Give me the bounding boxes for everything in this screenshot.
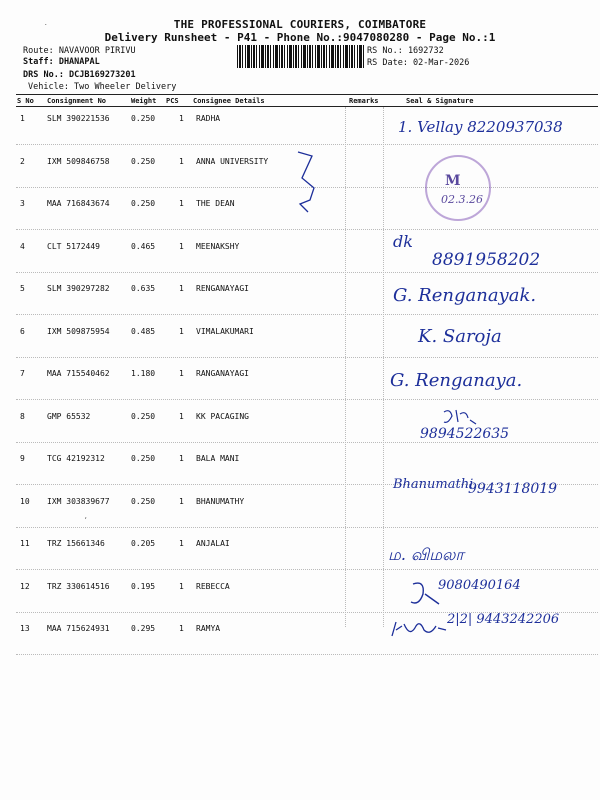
signature-row-9: 9894522635	[420, 426, 510, 442]
row-consignment-no: MAA 715624931	[47, 624, 110, 633]
row-pcs: 1	[179, 156, 184, 166]
signature-row-6: K. Saroja	[418, 326, 502, 347]
col-pcs: PCS	[166, 97, 179, 105]
row-sno: 10	[20, 496, 30, 506]
row-separator	[16, 442, 598, 443]
row-weight: 0.485	[131, 326, 156, 336]
signature-row-1: 1. Vellay 8220937038	[398, 118, 563, 136]
row-consignment-no: IXM 509846758	[47, 156, 110, 166]
row-sno: 6	[20, 326, 25, 336]
row-weight: 0.195	[131, 581, 156, 591]
row-consignee: RADHA	[196, 114, 221, 123]
col-seal: Seal & Signature	[406, 97, 474, 105]
row-pcs: 1	[179, 539, 184, 548]
staff-label: Staff: DHANAPAL	[23, 57, 100, 67]
signature-row-7: G. Renganaya.	[390, 370, 523, 391]
signature-row-13: 2|2| 9443242206	[447, 612, 560, 627]
row-consignee: VIMALAKUMARI	[196, 326, 254, 336]
row-consignee: ANNA UNIVERSITY	[196, 156, 269, 166]
row-pcs: 1	[179, 326, 184, 336]
row-separator	[16, 144, 598, 145]
row-weight: 0.205	[131, 539, 156, 548]
row-sno: 5	[20, 284, 25, 293]
row-sno: 4	[20, 241, 25, 251]
row-consignee: RANGANAYAGI	[196, 369, 249, 378]
row-consignee: BHANUMATHY	[196, 496, 245, 506]
row-consignee: ANJALAI	[196, 539, 230, 548]
row-sno: 7	[20, 369, 25, 378]
rs-number: RS No.: 1692732	[367, 46, 444, 56]
stray-mark: ,	[84, 513, 88, 520]
row-consignee: REBECCA	[196, 581, 230, 591]
signature-row-10-phone: 9943118019	[468, 481, 558, 497]
row-sno: 13	[20, 624, 30, 633]
row-separator	[16, 229, 598, 230]
row-pcs: 1	[179, 114, 184, 123]
row-weight: 0.250	[131, 156, 156, 166]
route-label: Route: NAVAVOOR PIRIVU	[23, 46, 136, 56]
signature-row-13-mark	[388, 616, 448, 642]
col-remarks: Remarks	[349, 97, 379, 105]
row-separator	[16, 399, 598, 400]
row-consignment-no: GMP 65532	[47, 411, 91, 421]
barcode	[237, 45, 364, 68]
rs-date: RS Date: 02-Mar-2026	[367, 58, 470, 68]
row-weight: 0.250	[131, 411, 156, 421]
row-separator	[16, 569, 598, 570]
row-consignment-no: TRZ 15661346	[47, 539, 105, 548]
vehicle-label: Vehicle: Two Wheeler Delivery	[28, 82, 177, 92]
row-sno: 1	[20, 114, 25, 123]
signature-row-12-phone: 9080490164	[438, 578, 521, 593]
row-weight: 1.180	[131, 369, 156, 378]
row-weight: 0.250	[131, 199, 156, 208]
row-consignment-no: TRZ 330614516	[47, 581, 110, 591]
row-consignment-no: SLM 390221536	[47, 114, 110, 123]
row-pcs: 1	[179, 284, 184, 293]
row-weight: 0.465	[131, 241, 156, 251]
row-consignment-no: SLM 390297282	[47, 284, 110, 293]
row-consignee: RENGANAYAGI	[196, 284, 249, 293]
col-consignment: Consignment No	[47, 97, 107, 105]
row-separator	[16, 272, 598, 273]
row-consignment-no: CLT 5172449	[47, 241, 100, 251]
row-consignee: BALA MANI	[196, 454, 240, 463]
row-pcs: 1	[179, 411, 184, 421]
row-sno: 2	[20, 156, 25, 166]
table-row	[0, 533, 600, 576]
row-pcs: 1	[179, 496, 184, 506]
signature-row-11: ம. விமலா	[388, 545, 464, 564]
row-consignee: THE DEAN	[196, 199, 235, 208]
col-consignee: Consignee Details	[193, 97, 265, 105]
row-pcs: 1	[179, 624, 184, 633]
row-sno: 3	[20, 199, 25, 208]
signature-row-4-phone: 8891958202	[432, 250, 541, 270]
row-consignment-no: IXM 303839677	[47, 496, 110, 506]
header-top-rule	[16, 94, 598, 95]
row-separator	[16, 527, 598, 528]
signature-row-4-initials: dk	[393, 232, 413, 251]
row-consignment-no: TCG 42192312	[47, 454, 105, 463]
row-consignee: MEENAKSHY	[196, 241, 240, 251]
row-consignee: RAMYA	[196, 624, 221, 633]
row-separator	[16, 357, 598, 358]
signature-row-10-name: Bhanumathi	[393, 477, 474, 492]
row-pcs: 1	[179, 454, 184, 463]
row-sno: 9	[20, 454, 25, 463]
col-sno: S No	[17, 97, 34, 105]
row-weight: 0.250	[131, 496, 156, 506]
stamp-date: 02.3.26	[441, 193, 483, 206]
row-pcs: 1	[179, 199, 184, 208]
row-pcs: 1	[179, 241, 184, 251]
row-separator	[16, 314, 598, 315]
row-weight: 0.635	[131, 284, 156, 293]
row-weight: 0.250	[131, 454, 156, 463]
bracket-mark	[290, 148, 320, 218]
header-bottom-rule	[16, 106, 598, 107]
table-row	[0, 406, 600, 449]
row-consignment-no: IXM 509875954	[47, 326, 110, 336]
row-separator	[16, 654, 598, 655]
company-title: THE PROFESSIONAL COURIERS, COIMBATORE	[173, 18, 427, 31]
table-row	[0, 321, 600, 364]
stamp-mark: M	[445, 173, 461, 189]
drs-label: DRS No.: DCJB169273201	[23, 70, 136, 80]
col-weight: Weight	[131, 97, 157, 105]
row-sno: 11	[20, 539, 30, 548]
row-consignee: KK PACAGING	[196, 411, 249, 421]
row-weight: 0.250	[131, 114, 156, 123]
runsheet-title: Delivery Runsheet - P41 - Phone No.:9047080280 - Page No.:1	[104, 31, 496, 44]
row-consignment-no: MAA 715540462	[47, 369, 110, 378]
row-sno: 8	[20, 411, 25, 421]
row-weight: 0.295	[131, 624, 156, 633]
signature-row-5: G. Renganayak.	[393, 285, 537, 306]
row-sno: 12	[20, 581, 30, 591]
signature-row-8	[440, 406, 480, 428]
row-consignment-no: MAA 716843674	[47, 199, 110, 208]
scan-mark: .	[44, 20, 48, 27]
row-pcs: 1	[179, 369, 184, 378]
row-pcs: 1	[179, 581, 184, 591]
delivery-stamp	[425, 155, 491, 221]
